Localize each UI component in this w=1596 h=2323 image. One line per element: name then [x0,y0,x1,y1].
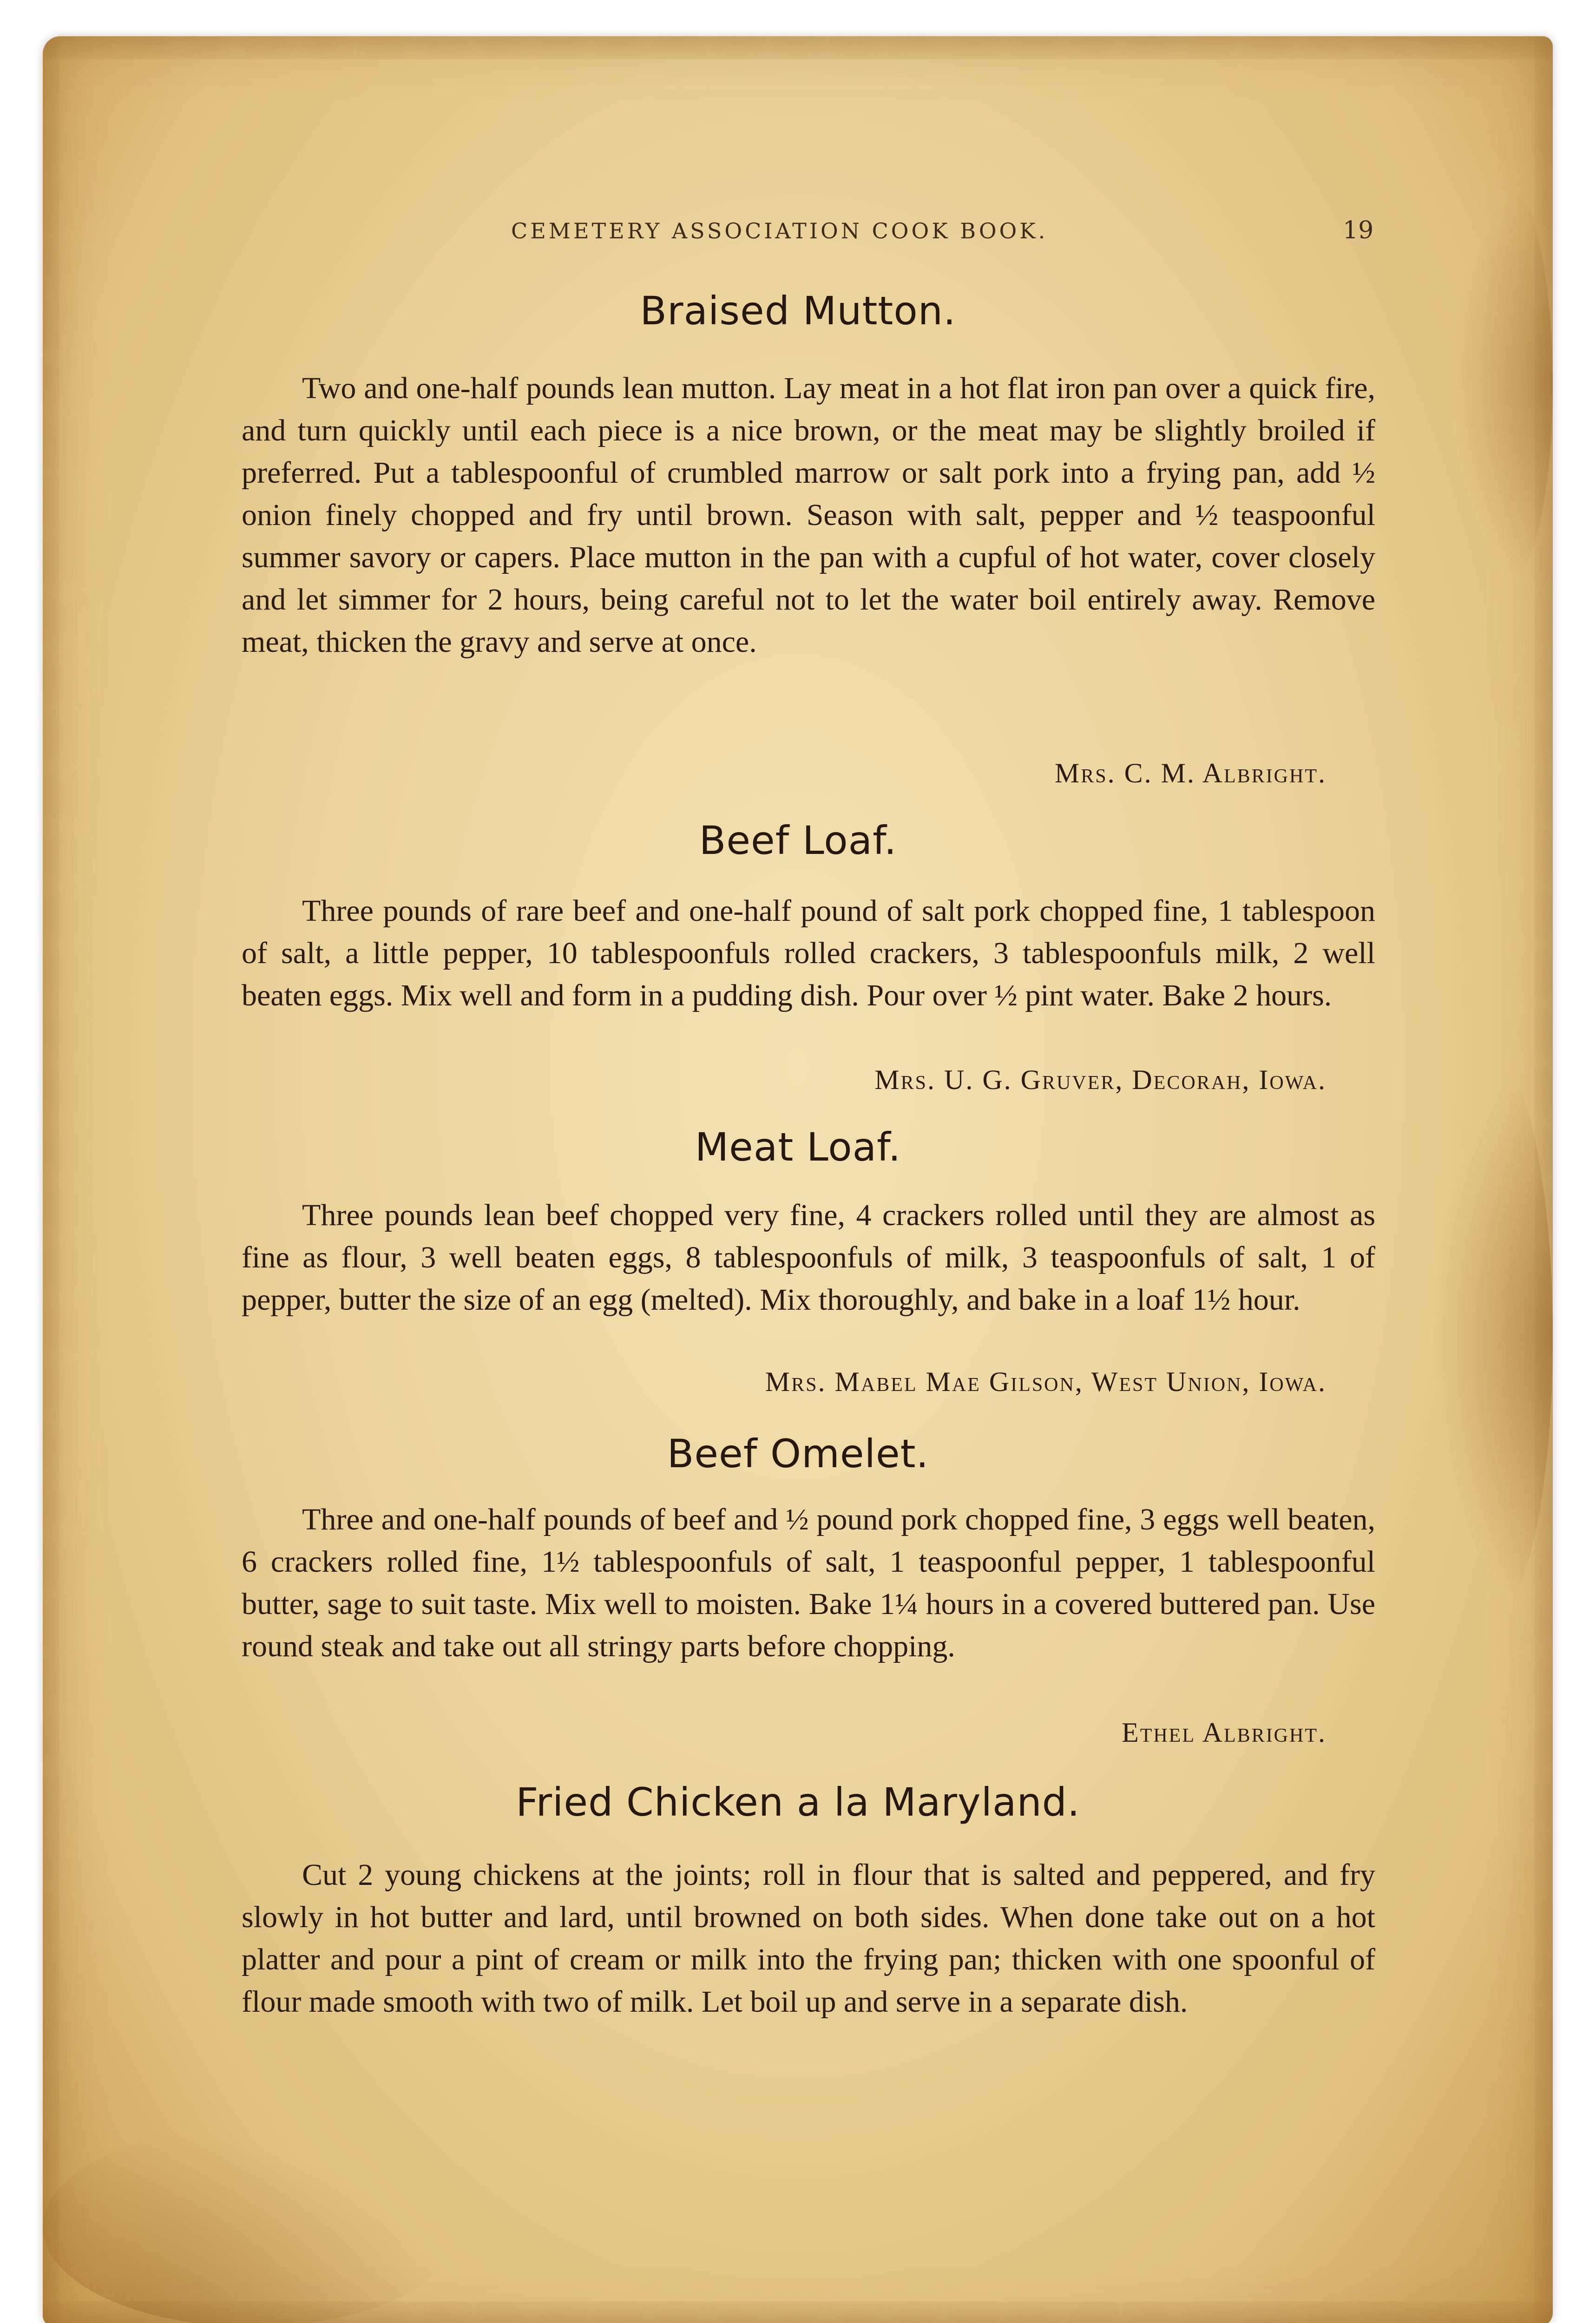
recipe-body: Cut 2 young chickens at the joints; roll in flour that is salted and peppered, and fry slowly in hot butter and lard, until browned on both sides. When done take out on a hot platter and pour a pint of cream or milk into the frying pan; thicken with one spoonful of flour made smooth with two of milk. Let boil up and serve in a separate dish. [242,1858,1375,2019]
recipe-title: Meat Loaf. [695,1124,901,1170]
recipe-title: Beef Loaf. [699,818,897,863]
recipe-body: Three pounds of rare beef and one-half pound of salt pork chopped fine, 1 tablespoon of salt, a little pepper, 10 tablespoonfuls rolled crackers, 3 tablespoonfuls milk, 2 well beaten eggs. Mix well and form in a pudding dish. Pour over ½ pint water. Bake 2 hours. [242,894,1375,1012]
recipe-body: Three pounds lean beef chopped very fine, 4 crackers rolled until they are almost as fine as flour, 3 well beaten eggs, 8 tablespoonfuls of milk, 3 teaspoonfuls of salt, 1 of pepper, butter the size of an egg (melted). Mix thoroughly, and bake in a loaf 1½ hour. [242,1198,1375,1317]
paper-stain [1451,176,1553,594]
paper-stain [43,2127,461,2323]
recipe-attribution: Mrs. Mabel Mae Gilson, West Union, Iowa. [765,1366,1327,1397]
recipe-title: Beef Omelet. [667,1431,929,1476]
recipe-body: Two and one-half pounds lean mutton. Lay meat in a hot flat iron pan over a quick fire, and turn quickly until each piece is a nice brown, or the meat may be slightly broiled if preferred. Put a tablespoonful of crumbled marrow or salt pork into a frying pan, add ½ onion finely chopped and fry until brown. Season with salt, pepper and ½ teaspoonful summer savory or capers. Place mutton in the pan with a cupful of hot water, cover closely and let simmer for 2 hours, being careful not to let the water boil entirely away. Remove meat, thicken the gravy and serve at once. [242,371,1375,659]
recipe-attribution: Mrs. C. M. Albright. [1054,758,1327,788]
recipe-attribution: Mrs. U. G. Gruver, Decorah, Iowa. [874,1064,1327,1095]
recipe-title: Braised Mutton. [640,288,956,334]
recipe-title: Fried Chicken a la Maryland. [516,1779,1080,1825]
recipe-attribution: Ethel Albright. [1122,1717,1327,1748]
page-number: 19 [1343,217,1374,244]
running-header: CEMETERY ASSOCIATION COOK BOOK. [511,218,1048,243]
recipe-body: Three and one-half pounds of beef and ½ pound pork chopped fine, 3 eggs well beaten, 6 crackers rolled fine, 1½ tablespoonfuls of salt, 1 teaspoonful pepper, 1 tablespoonful butter, sage to suit taste. Mix well to moisten. Bake 1¼ hours in a covered buttered pan. Use round steak and take out all stringy parts before chopping. [242,1503,1375,1663]
